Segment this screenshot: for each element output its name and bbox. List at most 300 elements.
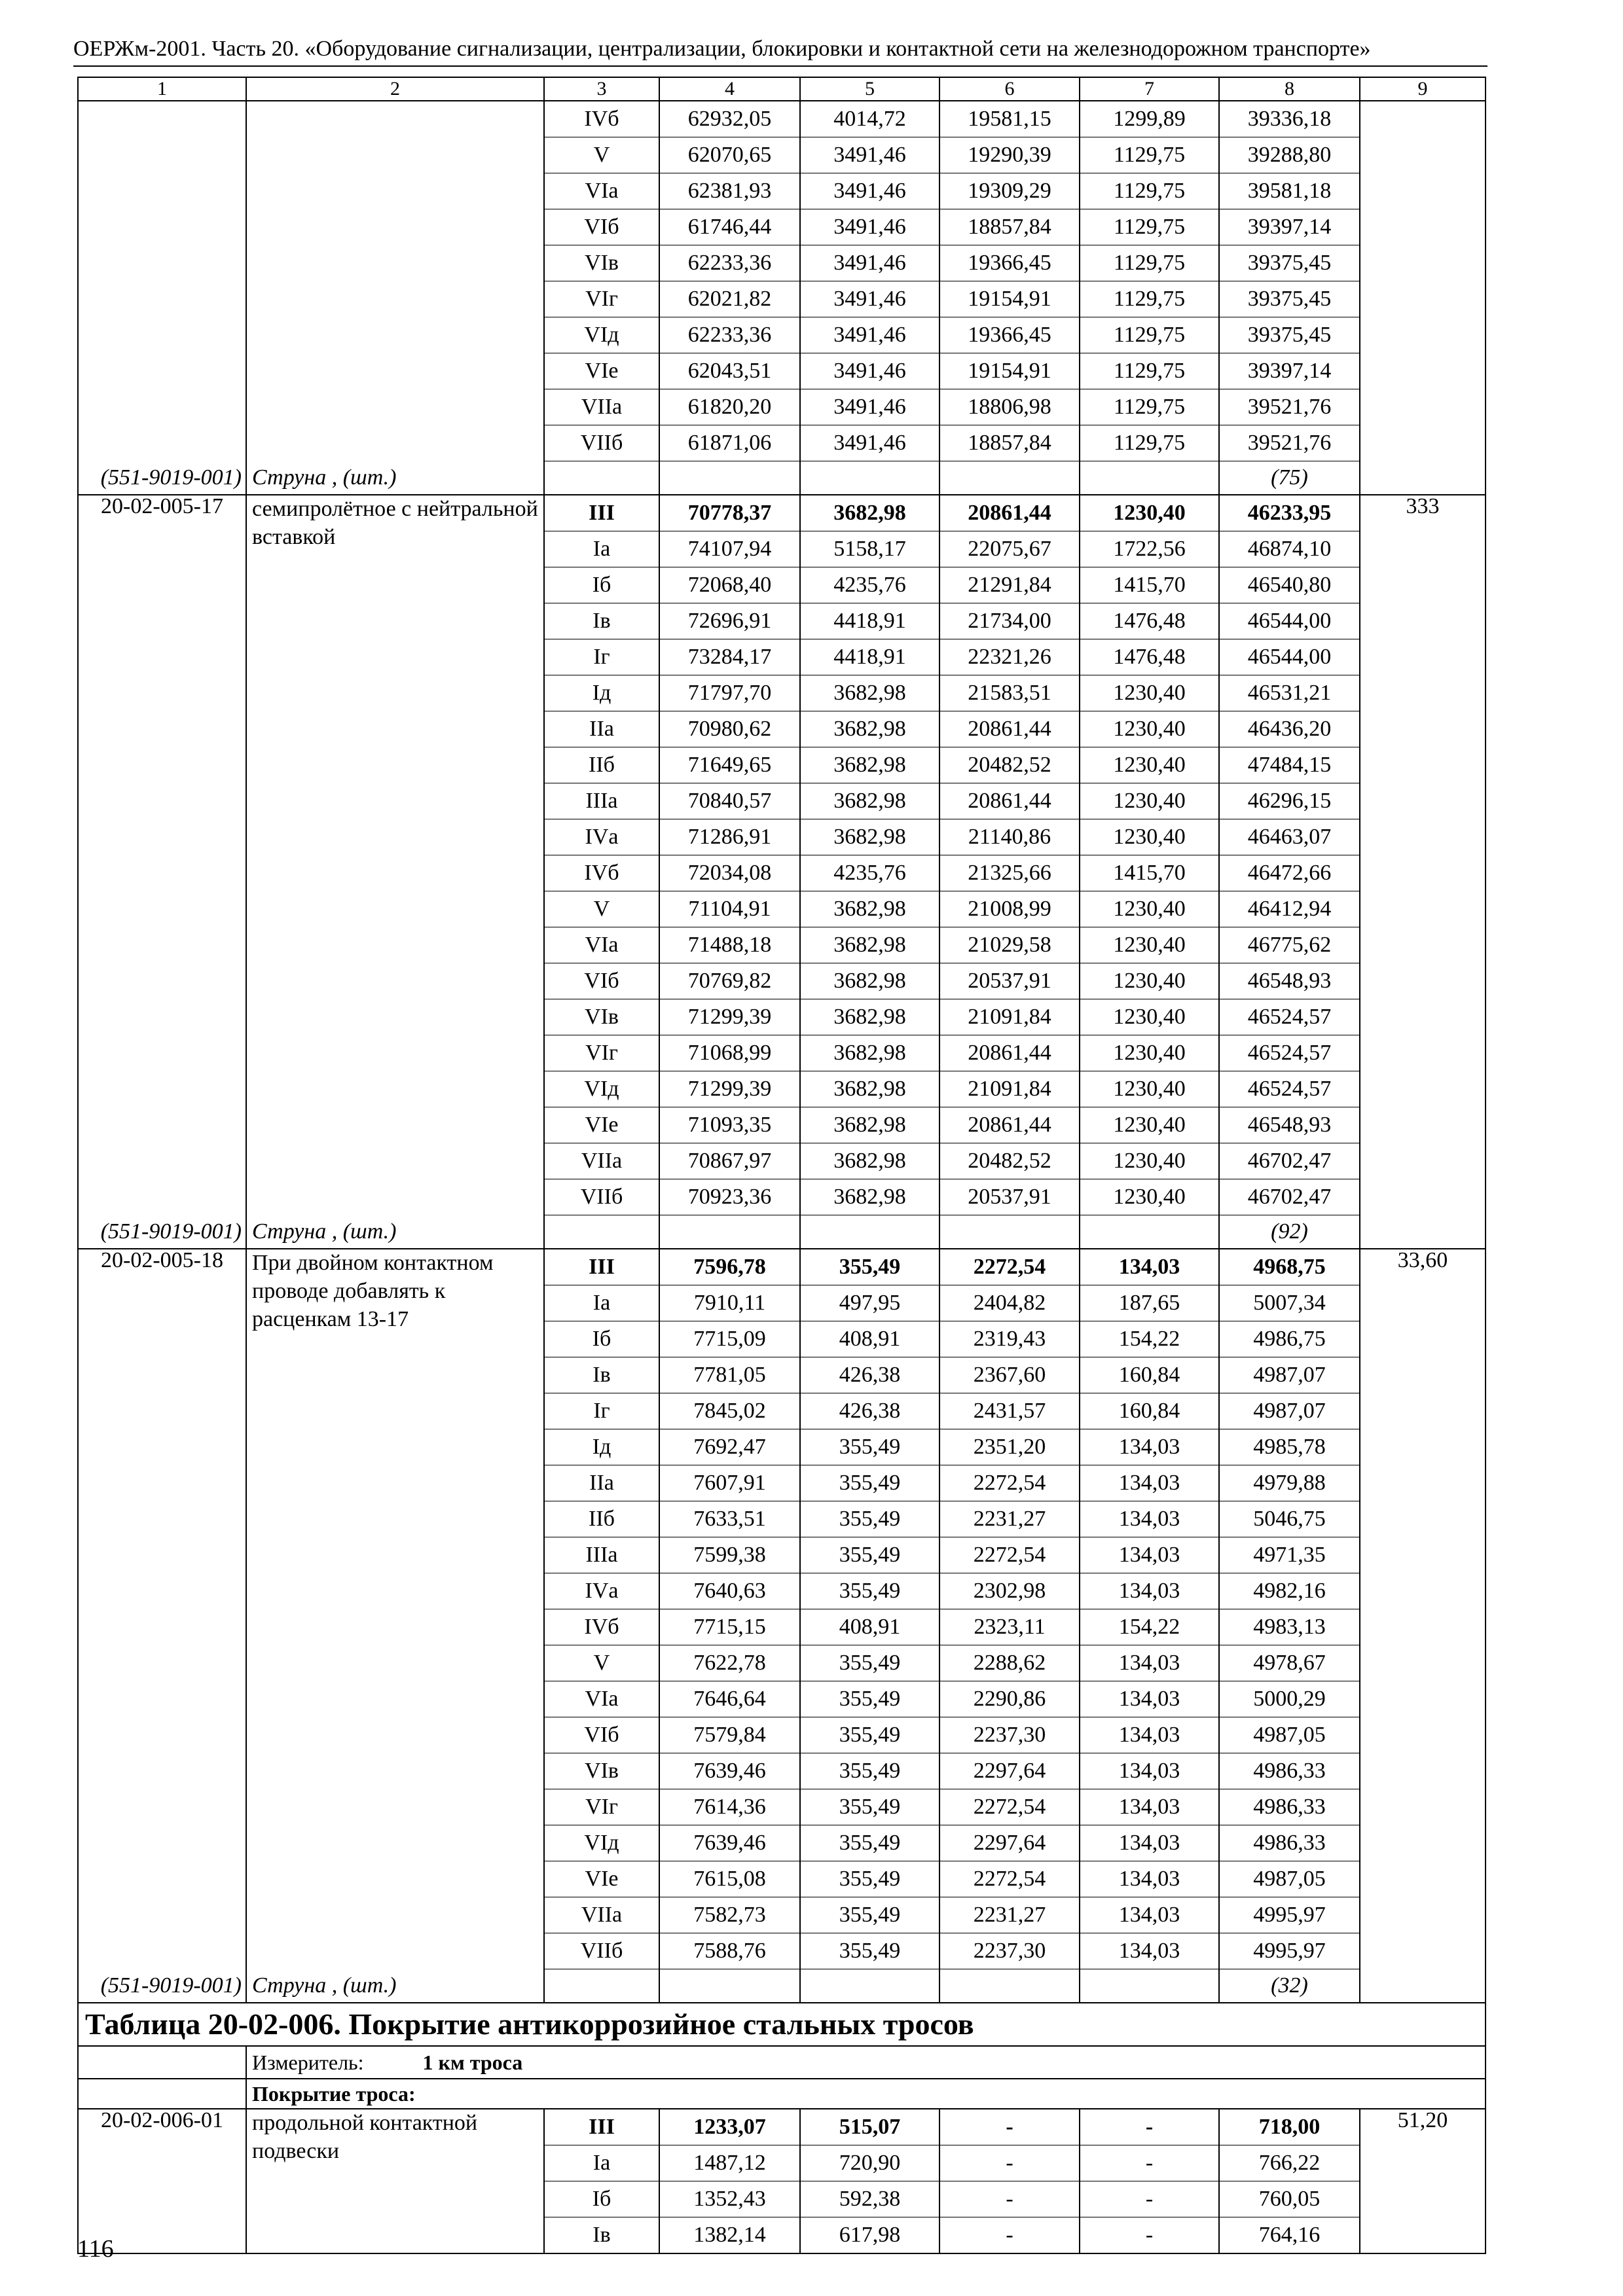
value-cell: 2404,82 (939, 1285, 1080, 1321)
class-cell: Iг (544, 639, 659, 675)
value-cell: 39336,18 (1219, 101, 1360, 137)
empty-cell (544, 461, 659, 495)
value-cell: 71299,39 (659, 999, 800, 1035)
column-number: 6 (939, 77, 1080, 101)
value-cell: 72696,91 (659, 603, 800, 639)
class-cell: V (544, 891, 659, 927)
value-cell: 18857,84 (939, 425, 1080, 461)
value-cell: 71093,35 (659, 1107, 800, 1143)
value-cell: 7646,64 (659, 1681, 800, 1717)
material-quantity: (75) (1219, 461, 1360, 495)
value-cell: 20861,44 (939, 711, 1080, 747)
value-cell: - (939, 2181, 1080, 2217)
value-cell: 134,03 (1080, 1789, 1219, 1825)
empty-cell (544, 1969, 659, 2003)
empty-cell (1360, 461, 1486, 495)
header-rule (73, 65, 1487, 67)
material-code: (551-9019-001) (78, 1215, 246, 1249)
value-cell: 21291,84 (939, 567, 1080, 603)
class-cell: Iв (544, 603, 659, 639)
empty-cell (78, 2079, 246, 2109)
column-number: 9 (1360, 77, 1486, 101)
value-cell: 4978,67 (1219, 1645, 1360, 1681)
value-cell: 134,03 (1080, 1753, 1219, 1789)
value-cell: 62932,05 (659, 101, 800, 137)
value-cell: 2272,54 (939, 1465, 1080, 1501)
empty-cell (800, 1969, 939, 2003)
value-cell: 4418,91 (800, 639, 939, 675)
value-cell: 72034,08 (659, 855, 800, 891)
value-cell: 134,03 (1080, 1501, 1219, 1537)
class-cell: Iа (544, 531, 659, 567)
value-cell: 7588,76 (659, 1933, 800, 1969)
value-cell: 154,22 (1080, 1321, 1219, 1357)
value-cell: 134,03 (1080, 1861, 1219, 1897)
value-cell: 7633,51 (659, 1501, 800, 1537)
table-row (78, 1249, 1486, 1285)
value-cell: 160,84 (1080, 1357, 1219, 1393)
value-cell: 1476,48 (1080, 639, 1219, 675)
value-cell: 39375,45 (1219, 245, 1360, 281)
value-cell: 72068,40 (659, 567, 800, 603)
class-cell: Iб (544, 2181, 659, 2217)
rate-cell (1360, 101, 1486, 461)
value-cell: 71104,91 (659, 891, 800, 927)
value-cell: 1129,75 (1080, 425, 1219, 461)
value-cell: 19366,45 (939, 245, 1080, 281)
empty-cell (659, 461, 800, 495)
value-cell: 355,49 (800, 1645, 939, 1681)
value-cell: 355,49 (800, 1789, 939, 1825)
value-cell: 20861,44 (939, 1107, 1080, 1143)
value-cell: 4235,76 (800, 567, 939, 603)
value-cell: 7639,46 (659, 1753, 800, 1789)
value-cell: 46524,57 (1219, 1035, 1360, 1071)
value-cell: 1129,75 (1080, 245, 1219, 281)
value-cell: 71649,65 (659, 747, 800, 783)
class-cell: V (544, 137, 659, 173)
class-cell: Iд (544, 1429, 659, 1465)
empty-cell (939, 461, 1080, 495)
value-cell: 4982,16 (1219, 1573, 1360, 1609)
class-cell: VIв (544, 245, 659, 281)
value-cell: 20482,52 (939, 747, 1080, 783)
value-cell: - (939, 2109, 1080, 2145)
value-cell: 355,49 (800, 1861, 939, 1897)
value-cell: 47484,15 (1219, 747, 1360, 783)
value-cell: 2323,11 (939, 1609, 1080, 1645)
class-cell: III (544, 495, 659, 531)
empty-cell (1080, 461, 1219, 495)
value-cell: 1230,40 (1080, 711, 1219, 747)
value-cell: 764,16 (1219, 2217, 1360, 2254)
value-cell: 766,22 (1219, 2145, 1360, 2181)
value-cell: 7599,38 (659, 1537, 800, 1573)
value-cell: 46531,21 (1219, 675, 1360, 711)
value-cell: 408,91 (800, 1321, 939, 1357)
value-cell: 355,49 (800, 1717, 939, 1753)
value-cell: 7910,11 (659, 1285, 800, 1321)
value-cell: 355,49 (800, 1465, 939, 1501)
value-cell: 3491,46 (800, 389, 939, 425)
empty-cell (939, 1215, 1080, 1249)
class-cell: Iб (544, 567, 659, 603)
measure-unit: 1 км троса (422, 2051, 523, 2074)
value-cell: 70923,36 (659, 1179, 800, 1215)
value-cell: 4235,76 (800, 855, 939, 891)
class-cell: IVа (544, 819, 659, 855)
class-cell: VIIа (544, 389, 659, 425)
value-cell: 5007,34 (1219, 1285, 1360, 1321)
value-cell: - (1080, 2181, 1219, 2217)
class-cell: Iа (544, 2145, 659, 2181)
value-cell: 3491,46 (800, 245, 939, 281)
value-cell: 7579,84 (659, 1717, 800, 1753)
value-cell: 3682,98 (800, 1179, 939, 1215)
class-cell: VIг (544, 1035, 659, 1071)
value-cell: 2431,57 (939, 1393, 1080, 1429)
class-cell: VIе (544, 353, 659, 389)
class-cell: IIа (544, 1465, 659, 1501)
material-quantity: (92) (1219, 1215, 1360, 1249)
code-cell: 20-02-005-18 (78, 1249, 246, 1969)
class-cell: VIе (544, 1861, 659, 1897)
value-cell: 187,65 (1080, 1285, 1219, 1321)
page-number: 116 (77, 2235, 114, 2263)
class-cell: VIIб (544, 1933, 659, 1969)
value-cell: 71299,39 (659, 1071, 800, 1107)
value-cell: 3682,98 (800, 495, 939, 531)
class-cell: VIг (544, 281, 659, 317)
value-cell: 7582,73 (659, 1897, 800, 1933)
value-cell: 21140,86 (939, 819, 1080, 855)
value-cell: 46544,00 (1219, 639, 1360, 675)
empty-cell (1080, 1215, 1219, 1249)
class-cell: IIб (544, 1501, 659, 1537)
value-cell: 355,49 (800, 1249, 939, 1285)
value-cell: 46874,10 (1219, 531, 1360, 567)
value-cell: 46702,47 (1219, 1143, 1360, 1179)
value-cell: 134,03 (1080, 1933, 1219, 1969)
value-cell: 19309,29 (939, 173, 1080, 209)
value-cell: 62233,36 (659, 317, 800, 353)
value-cell: 7715,09 (659, 1321, 800, 1357)
value-cell: 1230,40 (1080, 963, 1219, 999)
value-cell: 1129,75 (1080, 317, 1219, 353)
value-cell: 4986,75 (1219, 1321, 1360, 1357)
material-code: (551-9019-001) (78, 461, 246, 495)
value-cell: 4983,13 (1219, 1609, 1360, 1645)
rate-cell: 33,60 (1360, 1249, 1486, 1969)
value-cell: 4995,97 (1219, 1897, 1360, 1933)
class-cell: IVа (544, 1573, 659, 1609)
value-cell: 2290,86 (939, 1681, 1080, 1717)
column-number: 5 (800, 77, 939, 101)
value-cell: 1129,75 (1080, 389, 1219, 425)
value-cell: 73284,17 (659, 639, 800, 675)
column-number: 2 (246, 77, 544, 101)
value-cell: 3491,46 (800, 173, 939, 209)
class-cell: IIIа (544, 783, 659, 819)
value-cell: 617,98 (800, 2217, 939, 2254)
class-cell: III (544, 2109, 659, 2145)
value-cell: 4986,33 (1219, 1825, 1360, 1861)
value-cell: 71488,18 (659, 927, 800, 963)
value-cell: 21091,84 (939, 1071, 1080, 1107)
value-cell: 19581,15 (939, 101, 1080, 137)
value-cell: 134,03 (1080, 1897, 1219, 1933)
value-cell: 46463,07 (1219, 819, 1360, 855)
value-cell: 3682,98 (800, 1107, 939, 1143)
class-cell: VIд (544, 317, 659, 353)
value-cell: 3682,98 (800, 675, 939, 711)
value-cell: 3682,98 (800, 927, 939, 963)
value-cell: 134,03 (1080, 1537, 1219, 1573)
value-cell: 2351,20 (939, 1429, 1080, 1465)
value-cell: 1230,40 (1080, 1143, 1219, 1179)
value-cell: 19290,39 (939, 137, 1080, 173)
value-cell: 426,38 (800, 1393, 939, 1429)
class-cell: VIв (544, 999, 659, 1035)
value-cell: 19366,45 (939, 317, 1080, 353)
value-cell: 7781,05 (659, 1357, 800, 1393)
class-cell: V (544, 1645, 659, 1681)
material-code: (551-9019-001) (78, 1969, 246, 2003)
value-cell: 426,38 (800, 1357, 939, 1393)
value-cell: 20861,44 (939, 1035, 1080, 1071)
value-cell: 134,03 (1080, 1465, 1219, 1501)
value-cell: 1129,75 (1080, 209, 1219, 245)
value-cell: 355,49 (800, 1897, 939, 1933)
column-number: 1 (78, 77, 246, 101)
value-cell: 2237,30 (939, 1717, 1080, 1753)
value-cell: 20537,91 (939, 1179, 1080, 1215)
class-cell: VIIб (544, 425, 659, 461)
value-cell: 1722,56 (1080, 531, 1219, 567)
empty-cell (1080, 1969, 1219, 2003)
value-cell: 355,49 (800, 1825, 939, 1861)
value-cell: 1230,40 (1080, 1179, 1219, 1215)
value-cell: 39397,14 (1219, 209, 1360, 245)
value-cell: 3491,46 (800, 353, 939, 389)
value-cell: 134,03 (1080, 1681, 1219, 1717)
value-cell: 18857,84 (939, 209, 1080, 245)
class-cell: Iг (544, 1393, 659, 1429)
value-cell: 62070,65 (659, 137, 800, 173)
class-cell: VIд (544, 1071, 659, 1107)
value-cell: 61746,44 (659, 209, 800, 245)
cover-heading: Покрытие троса: (246, 2079, 1486, 2109)
value-cell: 4968,75 (1219, 1249, 1360, 1285)
value-cell: 20537,91 (939, 963, 1080, 999)
value-cell: 2272,54 (939, 1861, 1080, 1897)
value-cell: 46436,20 (1219, 711, 1360, 747)
value-cell: 19154,91 (939, 281, 1080, 317)
value-cell: 355,49 (800, 1429, 939, 1465)
value-cell: 3682,98 (800, 1071, 939, 1107)
value-cell: 71797,70 (659, 675, 800, 711)
measure-cell (246, 2046, 1486, 2079)
empty-cell (1360, 1215, 1486, 1249)
class-cell: VIб (544, 963, 659, 999)
value-cell: 21583,51 (939, 675, 1080, 711)
class-cell: VIа (544, 927, 659, 963)
value-cell: 7607,91 (659, 1465, 800, 1501)
value-cell: 46548,93 (1219, 1107, 1360, 1143)
measure-row (78, 2046, 1486, 2079)
value-cell: 3682,98 (800, 819, 939, 855)
value-cell: 2297,64 (939, 1753, 1080, 1789)
value-cell: - (939, 2145, 1080, 2181)
class-cell: VIIб (544, 1179, 659, 1215)
value-cell: 4979,88 (1219, 1465, 1360, 1501)
value-cell: 134,03 (1080, 1249, 1219, 1285)
code-cell (78, 101, 246, 461)
value-cell: 5000,29 (1219, 1681, 1360, 1717)
value-cell: 3682,98 (800, 891, 939, 927)
value-cell: 3682,98 (800, 1143, 939, 1179)
value-cell: 20861,44 (939, 495, 1080, 531)
class-cell: Iв (544, 1357, 659, 1393)
value-cell: 7640,63 (659, 1573, 800, 1609)
value-cell: 4985,78 (1219, 1429, 1360, 1465)
value-cell: 355,49 (800, 1537, 939, 1573)
value-cell: 21091,84 (939, 999, 1080, 1035)
value-cell: 3491,46 (800, 317, 939, 353)
value-cell: 1230,40 (1080, 495, 1219, 531)
class-cell: Iа (544, 1285, 659, 1321)
value-cell: 1230,40 (1080, 675, 1219, 711)
value-cell: 46233,95 (1219, 495, 1360, 531)
class-cell: Iв (544, 2217, 659, 2254)
value-cell: 46524,57 (1219, 1071, 1360, 1107)
value-cell: 2272,54 (939, 1537, 1080, 1573)
value-cell: 2231,27 (939, 1897, 1080, 1933)
value-cell: 3682,98 (800, 711, 939, 747)
value-cell: 1382,14 (659, 2217, 800, 2254)
value-cell: 1230,40 (1080, 783, 1219, 819)
value-cell: 46296,15 (1219, 783, 1360, 819)
value-cell: 7692,47 (659, 1429, 800, 1465)
class-cell: VIе (544, 1107, 659, 1143)
value-cell: 62021,82 (659, 281, 800, 317)
class-cell: VIб (544, 209, 659, 245)
value-cell: 4014,72 (800, 101, 939, 137)
value-cell: 2272,54 (939, 1249, 1080, 1285)
value-cell: 70867,97 (659, 1143, 800, 1179)
column-number: 8 (1219, 77, 1360, 101)
material-row (78, 1969, 1486, 2003)
class-cell: VIд (544, 1825, 659, 1861)
class-cell: VIIа (544, 1143, 659, 1179)
value-cell: 4987,07 (1219, 1357, 1360, 1393)
value-cell: 355,49 (800, 1933, 939, 1969)
material-row (78, 1215, 1486, 1249)
value-cell: 21008,99 (939, 891, 1080, 927)
class-cell: VIIа (544, 1897, 659, 1933)
material-name: Струна , (шт.) (246, 1215, 544, 1249)
table-title: Таблица 20-02-006. Покрытие антикоррозийное стальных тросов (78, 2003, 1486, 2046)
value-cell: 1129,75 (1080, 137, 1219, 173)
value-cell: 3491,46 (800, 425, 939, 461)
value-cell: 2319,43 (939, 1321, 1080, 1357)
value-cell: 62233,36 (659, 245, 800, 281)
value-cell: 39521,76 (1219, 389, 1360, 425)
value-cell: 408,91 (800, 1609, 939, 1645)
class-cell: IVб (544, 855, 659, 891)
class-cell: VIв (544, 1753, 659, 1789)
value-cell: 39288,80 (1219, 137, 1360, 173)
value-cell: 70778,37 (659, 495, 800, 531)
value-cell: 5158,17 (800, 531, 939, 567)
empty-cell (800, 1215, 939, 1249)
class-cell: IVб (544, 1609, 659, 1645)
table-row (78, 495, 1486, 531)
value-cell: 7622,78 (659, 1645, 800, 1681)
value-cell: 4971,35 (1219, 1537, 1360, 1573)
value-cell: 1415,70 (1080, 567, 1219, 603)
value-cell: 1230,40 (1080, 891, 1219, 927)
value-cell: - (1080, 2145, 1219, 2181)
value-cell: 134,03 (1080, 1645, 1219, 1681)
value-cell: 39521,76 (1219, 425, 1360, 461)
value-cell: 62043,51 (659, 353, 800, 389)
value-cell: 7845,02 (659, 1393, 800, 1429)
value-cell: 71286,91 (659, 819, 800, 855)
value-cell: 720,90 (800, 2145, 939, 2181)
value-cell: 7596,78 (659, 1249, 800, 1285)
value-cell: 3491,46 (800, 137, 939, 173)
value-cell: 39581,18 (1219, 173, 1360, 209)
value-cell: 154,22 (1080, 1609, 1219, 1645)
value-cell: 70769,82 (659, 963, 800, 999)
value-cell: 71068,99 (659, 1035, 800, 1071)
value-cell: 4995,97 (1219, 1933, 1360, 1969)
value-cell: 7614,36 (659, 1789, 800, 1825)
value-cell: 19154,91 (939, 353, 1080, 389)
code-cell: 20-02-006-01 (78, 2109, 246, 2253)
rate-cell: 333 (1360, 495, 1486, 1215)
value-cell: 1230,40 (1080, 927, 1219, 963)
value-cell: 3491,46 (800, 281, 939, 317)
value-cell: 2302,98 (939, 1573, 1080, 1609)
value-cell: 1129,75 (1080, 281, 1219, 317)
value-cell: 1230,40 (1080, 747, 1219, 783)
value-cell: 46540,80 (1219, 567, 1360, 603)
code-cell: 20-02-005-17 (78, 495, 246, 1215)
description-cell: семипролётное с нейтральной вставкой (246, 495, 544, 1215)
empty-cell (544, 1215, 659, 1249)
value-cell: 1230,40 (1080, 1107, 1219, 1143)
value-cell: - (1080, 2217, 1219, 2254)
column-number: 7 (1080, 77, 1219, 101)
value-cell: 760,05 (1219, 2181, 1360, 2217)
value-cell: 5046,75 (1219, 1501, 1360, 1537)
value-cell: 1299,89 (1080, 101, 1219, 137)
value-cell: 46548,93 (1219, 963, 1360, 999)
material-row (78, 461, 1486, 495)
value-cell: 1230,40 (1080, 999, 1219, 1035)
value-cell: 1230,40 (1080, 819, 1219, 855)
value-cell: 20861,44 (939, 783, 1080, 819)
value-cell: 7639,46 (659, 1825, 800, 1861)
value-cell: 2367,60 (939, 1357, 1080, 1393)
value-cell: 3682,98 (800, 783, 939, 819)
description-cell (246, 101, 544, 461)
value-cell: 515,07 (800, 2109, 939, 2145)
class-cell: IIа (544, 711, 659, 747)
value-cell: 39375,45 (1219, 281, 1360, 317)
